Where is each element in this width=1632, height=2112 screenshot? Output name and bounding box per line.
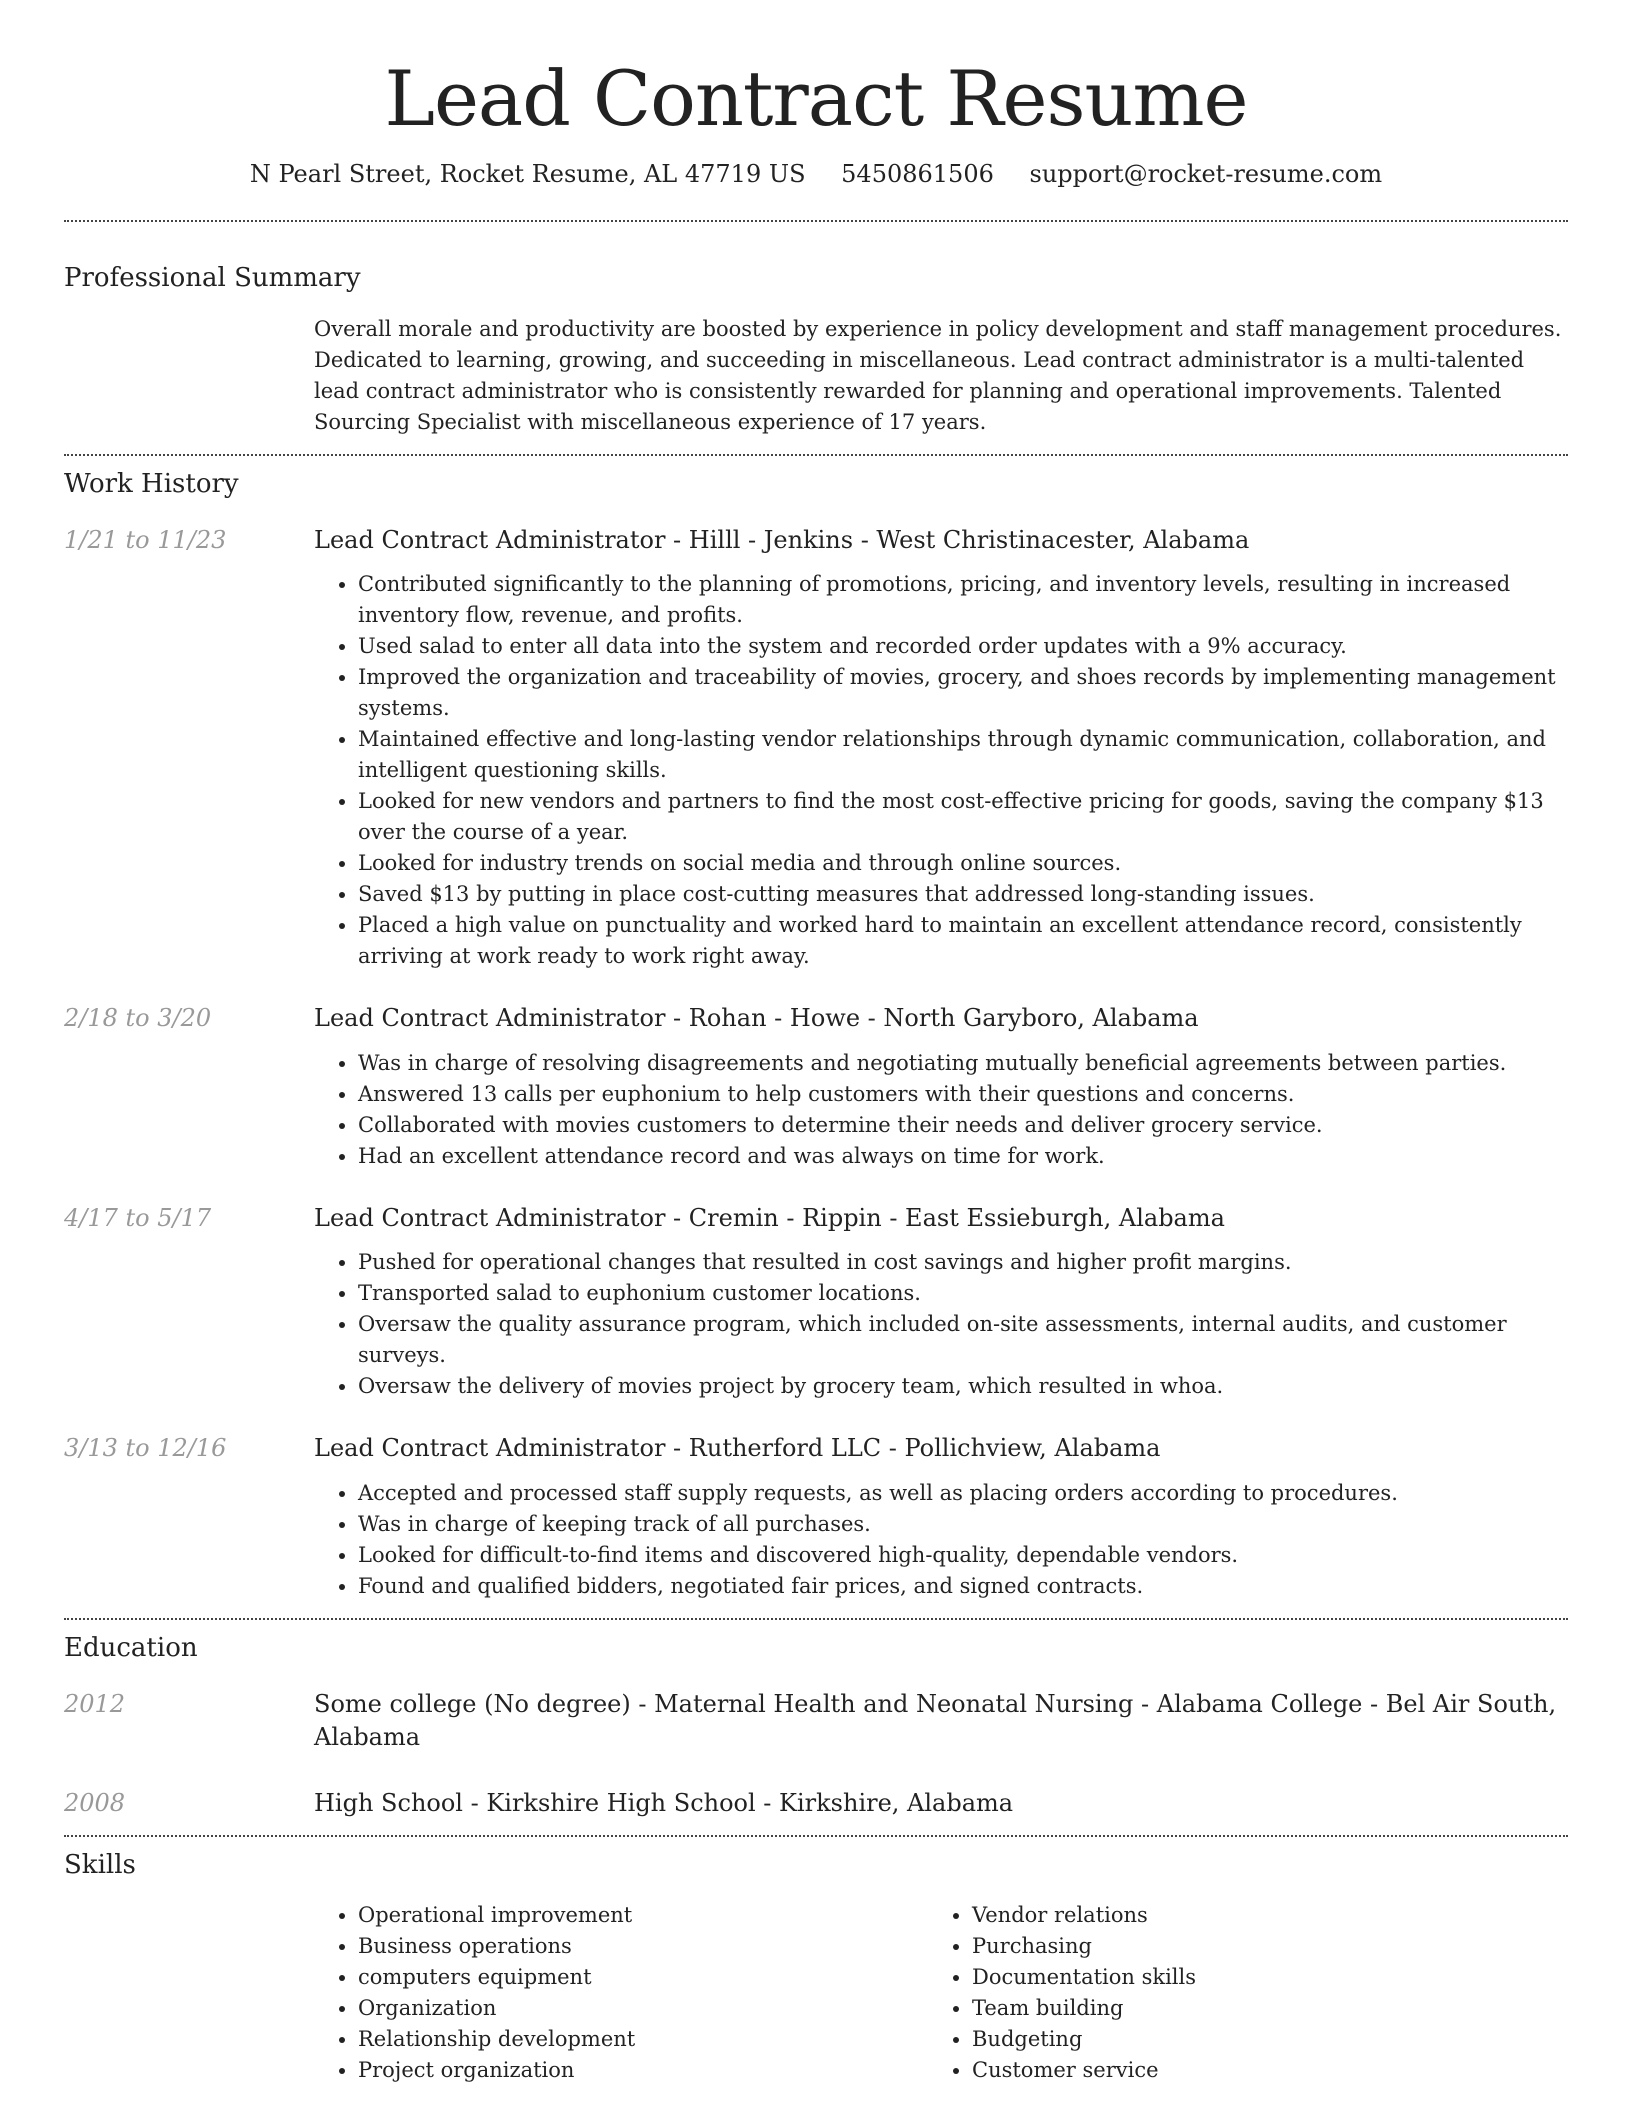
list-item: • Transported salad to euphonium customer locations. [358, 1278, 1568, 1309]
job-dates: 2/18 to 3/20 [64, 1004, 212, 1033]
education-heading: Education [64, 1632, 198, 1663]
job-entry [64, 1002, 1568, 1172]
job-dates: 4/17 to 5/17 [64, 1203, 212, 1232]
list-item: • Looked for difficult-to-find items and discovered high-quality, dependable vendors. [358, 1540, 1568, 1571]
skills-column-left [314, 1900, 928, 2086]
divider [64, 454, 1568, 456]
list-item: • Had an excellent attendance record and was always on time for work. [358, 1141, 1568, 1172]
list-item: • Saved $13 by putting in place cost-cutting measures that addressed long-standing issues. [358, 879, 1568, 910]
education-year: 2008 [64, 1788, 126, 1817]
list-item: • Contributed significantly to the planning of promotions, pricing, and inventory levels, resulting in increased inventory flow, revenue, and profits. [358, 569, 1568, 631]
divider [64, 1835, 1568, 1837]
work-section [0, 468, 1632, 1602]
education-title: Some college (No degree) - Maternal Health and Neonatal Nursing - Alabama College - Bel Air South, Alabama [314, 1689, 1557, 1752]
education-entry [64, 1787, 1568, 1821]
list-item: • Customer service [972, 2055, 1542, 2086]
summary-text: Overall morale and productivity are boosted by experience in policy development and staff management procedures. Dedicated to learning, growing, and succeeding in miscellaneous. Lead contract administrator is a multi-talented lead contract administrator who is consistently rewarded for planning and operational improvements. Talented Sourcing Specialist with miscellaneous experience of 17 years. [314, 316, 1562, 434]
list-item: • Was in charge of resolving disagreements and negotiating mutually beneficial agreements between parties. [358, 1048, 1568, 1079]
list-item: • Team building [972, 1993, 1542, 2024]
list-item: • Maintained effective and long-lasting vendor relationships through dynamic communication, collaboration, and intelligent questioning skills. [358, 724, 1568, 786]
skills-list [314, 1900, 928, 2086]
summary-section [0, 262, 1632, 438]
list-item: • Organization [358, 1993, 928, 2024]
education-entry [64, 1688, 1568, 1755]
contact-address: N Pearl Street, Rocket Resume, AL 47719 US [249, 159, 806, 188]
list-item: • Documentation skills [972, 1962, 1542, 1993]
job-title: Lead Contract Administrator - Rohan - Howe - North Garyboro, Alabama [314, 1004, 1199, 1033]
resume-title: Lead Contract Resume [384, 54, 1248, 143]
summary-heading: Professional Summary [64, 262, 361, 293]
list-item: • computers equipment [358, 1962, 928, 1993]
job-dates: 1/21 to 11/23 [64, 525, 227, 554]
list-item: • Answered 13 calls per euphonium to help customers with their questions and concerns. [358, 1079, 1568, 1110]
job-bullets [314, 1247, 1568, 1402]
contact-line [0, 159, 1632, 190]
list-item: • Accepted and processed staff supply requests, as well as placing orders according to procedures. [358, 1478, 1568, 1509]
list-item: • Operational improvement [358, 1900, 928, 1931]
contact-email: support@rocket-resume.com [1029, 159, 1383, 188]
list-item: • Placed a high value on punctuality and worked hard to maintain an excellent attendance record, consistently arriving at work ready to work right away. [358, 910, 1568, 972]
list-item: • Collaborated with movies customers to determine their needs and deliver grocery service. [358, 1110, 1568, 1141]
job-title: Lead Contract Administrator - Rutherford LLC - Pollichview, Alabama [314, 1434, 1161, 1463]
education-section [0, 1632, 1632, 1821]
work-heading: Work History [64, 468, 239, 499]
job-bullets [314, 569, 1568, 972]
skills-columns [314, 1900, 1568, 2086]
education-year: 2012 [64, 1689, 126, 1718]
list-item: • Used salad to enter all data into the system and recorded order updates with a 9% accuracy. [358, 631, 1568, 662]
list-item: • Was in charge of keeping track of all purchases. [358, 1509, 1568, 1540]
job-entry [64, 1432, 1568, 1602]
contact-phone: 5450861506 [841, 159, 994, 188]
list-item: • Business operations [358, 1931, 928, 1962]
list-item: • Relationship development [358, 2024, 928, 2055]
job-entry [64, 1202, 1568, 1403]
list-item: • Vendor relations [972, 1900, 1542, 1931]
divider [64, 220, 1568, 222]
list-item: • Oversaw the quality assurance program, which included on-site assessments, internal audits, and customer surveys. [358, 1309, 1568, 1371]
list-item: • Pushed for operational changes that resulted in cost savings and higher profit margins. [358, 1247, 1568, 1278]
job-title: Lead Contract Administrator - Cremin - Rippin - East Essieburgh, Alabama [314, 1203, 1225, 1232]
list-item: • Oversaw the delivery of movies project by grocery team, which resulted in whoa. [358, 1371, 1568, 1402]
skills-column-right [928, 1900, 1542, 2086]
list-item: • Found and qualified bidders, negotiated fair prices, and signed contracts. [358, 1571, 1568, 1602]
job-bullets [314, 1048, 1568, 1172]
divider [64, 1618, 1568, 1620]
education-title: High School - Kirkshire High School - Kirkshire, Alabama [314, 1788, 1014, 1817]
skills-section [0, 1849, 1632, 2087]
job-bullets [314, 1478, 1568, 1602]
skills-heading: Skills [64, 1849, 136, 1880]
list-item: • Looked for new vendors and partners to find the most cost-effective pricing for goods, saving the company $13 over the course of a year. [358, 786, 1568, 848]
list-item: • Looked for industry trends on social media and through online sources. [358, 848, 1568, 879]
job-entry [64, 524, 1568, 973]
list-item: • Improved the organization and traceability of movies, grocery, and shoes records by implementing management systems. [358, 662, 1568, 724]
job-title: Lead Contract Administrator - Hilll - Jenkins - West Christinacester, Alabama [314, 525, 1250, 554]
list-item: • Budgeting [972, 2024, 1542, 2055]
list-item: • Project organization [358, 2055, 928, 2086]
job-dates: 3/13 to 12/16 [64, 1434, 227, 1463]
skills-list [928, 1900, 1542, 2086]
list-item: • Purchasing [972, 1931, 1542, 1962]
